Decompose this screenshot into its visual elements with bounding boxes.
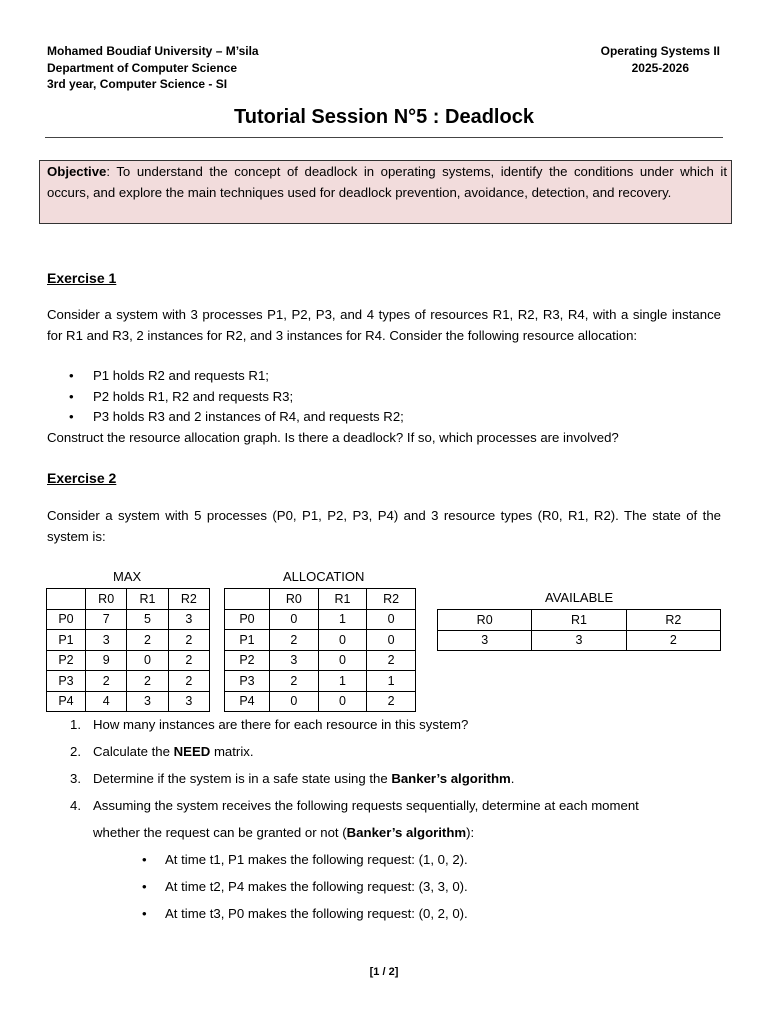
title-divider (45, 137, 723, 138)
exercise1-bullet-list (47, 366, 721, 428)
list-item: • P2 holds R1, R2 and requests R3; (47, 387, 721, 408)
max-caption: MAX (113, 569, 142, 584)
max-table (46, 588, 210, 712)
table-row: R0 R1 R2 (438, 610, 721, 631)
table-row: 3 3 2 (438, 630, 721, 651)
exercise1-heading: Exercise 1 (47, 270, 117, 286)
list-item: 4. Assuming the system receives the following requests sequentially, determine at each moment whether the request can be granted or not (Banker’s algorithm): (70, 798, 639, 840)
available-caption: AVAILABLE (545, 590, 614, 605)
department-name: Department of Computer Science (47, 60, 238, 75)
table-row: P0 0 1 0 (225, 609, 416, 630)
objective-box (39, 160, 732, 224)
table-row: P3 2 1 1 (225, 671, 416, 692)
page-number: [1 / 2] (369, 966, 399, 978)
exercise2-intro: Consider a system with 5 processes (P0, P1, P2, P3, P4) and 3 resource types (R0, R1, R2). The state of the system is: (47, 508, 721, 544)
page-title: Tutorial Session N°5 : Deadlock (234, 106, 534, 128)
list-item: 3. Determine if the system is in a safe state using the Banker’s algorithm. (70, 771, 515, 786)
list-item: 2. Calculate the NEED matrix. (70, 744, 254, 759)
academic-year: 2025-2026 (631, 60, 689, 75)
list-item: • P1 holds R2 and requests R1; (47, 366, 721, 387)
table-row: P0 7 5 3 (47, 609, 210, 630)
table-row: P1 2 0 0 (225, 630, 416, 651)
list-item: • At time t3, P0 makes the following request: (0, 2, 0). (47, 900, 727, 927)
university-name: Mohamed Boudiaf University – M’sila (47, 44, 259, 58)
list-item: • At time t1, P1 makes the following request: (1, 0, 2). (47, 846, 727, 873)
table-row: P3 2 2 2 (47, 671, 210, 692)
list-item: • At time t2, P4 makes the following request: (3, 3, 0). (47, 873, 727, 900)
objective-text: : To understand the concept of deadlock in operating systems, identify the conditions under which it occurs, and explore the main techniques used for deadlock prevention, avoidance, detection, and recovery. (47, 164, 727, 200)
table-row: P4 0 0 2 (225, 691, 416, 712)
table-row: P2 9 0 2 (47, 650, 210, 671)
request-list (47, 846, 727, 927)
allocation-caption: ALLOCATION (283, 569, 365, 584)
objective-label: Objective (47, 164, 107, 179)
table-row: P4 4 3 3 (47, 691, 210, 712)
list-item: • P3 holds R3 and 2 instances of R4, and requests R2; (47, 407, 721, 428)
exercise1-question: Construct the resource allocation graph. Is there a deadlock? If so, which processes are involved? (47, 430, 619, 445)
list-item: 1. How many instances are there for each resource in this system? (70, 717, 469, 732)
header-course-info (601, 43, 720, 76)
exercise1-intro: Consider a system with 3 processes P1, P2, P3, and 4 types of resources R1, R2, R3, R4, with a single instance for R1 and R3, 2 instances for R2, and 3 instances for R4. Consider the following resource allocation: (47, 307, 721, 343)
table-row: R0 R1 R2 (225, 589, 416, 610)
allocation-table (224, 588, 416, 712)
year-level: 3rd year, Computer Science - SI (47, 77, 228, 91)
exercise2-heading: Exercise 2 (47, 470, 117, 486)
course-name: Operating Systems II (600, 44, 720, 58)
available-table (437, 609, 721, 651)
table-row: P2 3 0 2 (225, 650, 416, 671)
table-row: R0 R1 R2 (47, 589, 210, 610)
header-university-info (47, 43, 259, 93)
exercise2-questions (47, 711, 727, 846)
table-row: P1 3 2 2 (47, 630, 210, 651)
